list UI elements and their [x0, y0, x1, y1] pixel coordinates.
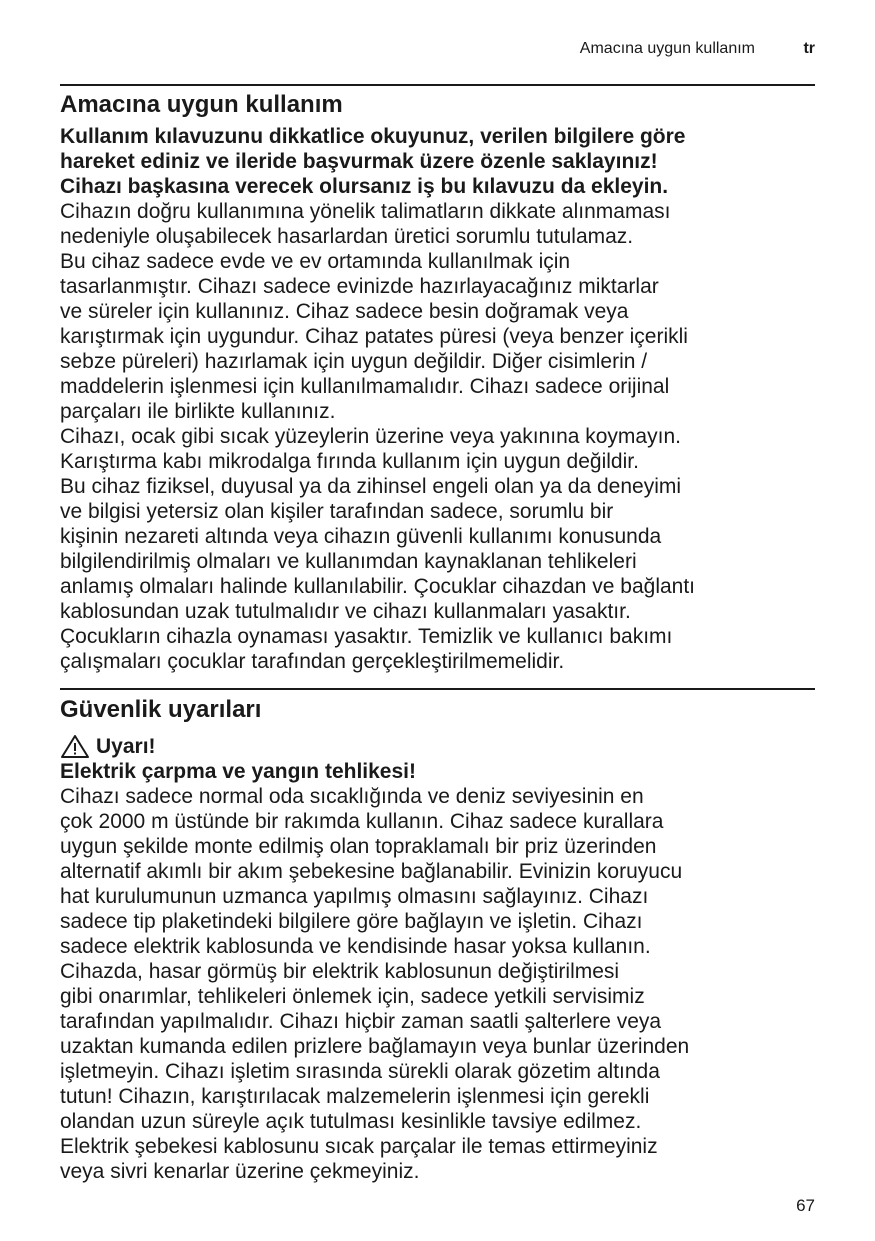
body-line: alternatif akımlı bir akım şebekesine bağlanabilir. Evinizin koruyucu — [60, 860, 683, 883]
body-line: karıştırmak için uygundur. Cihaz patates püresi (veya benzer içerikli — [60, 325, 688, 348]
body-line: tutun! Cihazın, karıştırılacak malzemelerin işlenmesi için gerekli — [60, 1085, 650, 1108]
body-line: Cihazı, ocak gibi sıcak yüzeylerin üzerine veya yakınına koymayın. — [60, 425, 681, 448]
body-line: veya sivri kenarlar üzerine çekmeyiniz. — [60, 1160, 420, 1183]
body-line: çok 2000 m üstünde bir rakımda kullanın. Cihaz sadece kurallara — [60, 810, 664, 833]
running-header-title: Amacına uygun kullanım — [579, 40, 755, 57]
body-line: maddelerin işlenmesi için kullanılmamalıdır. Cihazı sadece orijinal — [60, 375, 670, 398]
body-line: Cihazın doğru kullanımına yönelik talimatların dikkate alınmaması — [60, 200, 671, 223]
body-line: kablosundan uzak tutulmalıdır ve cihazı kullanmaları yasaktır. — [60, 600, 631, 623]
body-line: Cihazda, hasar görmüş bir elektrik kablosunun değiştirilmesi — [60, 960, 620, 983]
body-line: Kullanım kılavuzunu dikkatlice okuyunuz, verilen bilgilere göre — [60, 125, 686, 148]
body-line: ve süreler için kullanınız. Cihaz sadece besin doğramak veya — [60, 300, 629, 323]
warning-label: Uyarı! — [96, 735, 156, 758]
body-line: kişinin nezareti altında veya cihazın güvenli kullanımı konusunda — [60, 525, 662, 548]
body-line: sadece elektrik kablosunda ve kendisinde hasar yoksa kullanın. — [60, 935, 651, 958]
body-line: Cihazı sadece normal oda sıcaklığında ve deniz seviyesinin en — [60, 785, 644, 808]
body-line: olandan uzun süreyle açık tutulması kesinlikle tavsiye edilmez. — [60, 1110, 642, 1133]
body-line: ve bilgisi yetersiz olan kişiler tarafından sadece, sorumlu bir — [60, 500, 614, 523]
body-line: nedeniyle oluşabilecek hasarlardan üretici sorumlu tutulamaz. — [60, 225, 634, 248]
body-line: bilgilendirilmiş olmaları ve kullanımdan kaynaklanan tehlikeleri — [60, 550, 637, 573]
intended-use-body — [60, 124, 820, 674]
section-divider — [60, 84, 815, 86]
body-line: Çocukların cihazla oynaması yasaktır. Temizlik ve kullanıcı bakımı — [60, 625, 673, 648]
body-line: sebze püreleri) hazırlamak için uygun değildir. Diğer cisimlerin / — [60, 350, 648, 373]
body-line: tasarlanmıştır. Cihazı sadece evinizde hazırlayacağınız miktarlar — [60, 275, 659, 298]
warning-heading — [60, 734, 820, 759]
safety-warnings-body — [60, 734, 820, 1184]
body-line: Bu cihaz sadece evde ve ev ortamında kullanılmak için — [60, 250, 571, 273]
body-line: uygun şekilde monte edilmiş olan topraklamalı bir priz üzerinden — [60, 835, 657, 858]
body-line: parçaları ile birlikte kullanınız. — [60, 400, 336, 423]
body-line: Bu cihaz fiziksel, duyusal ya da zihinsel engeli olan ya da deneyimi — [60, 475, 682, 498]
body-line: Cihazı başkasına verecek olursanız iş bu kılavuzu da ekleyin. — [60, 175, 669, 198]
body-line: uzaktan kumanda edilen prizlere bağlamayın veya bunlar üzerinden — [60, 1035, 690, 1058]
body-line: hat kurulumunun uzmanca yapılmış olmasını sağlayınız. Cihazı — [60, 885, 649, 908]
hazard-title: Elektrik çarpma ve yangın tehlikesi! — [60, 760, 416, 783]
body-line: hareket ediniz ve ileride başvurmak üzere özenle saklayınız! — [60, 150, 658, 173]
language-code: tr — [803, 40, 815, 57]
body-line: Karıştırma kabı mikrodalga fırında kullanım için uygun değildir. — [60, 450, 639, 473]
section-title-intended-use: Amacına uygun kullanım — [60, 91, 343, 118]
running-header — [60, 40, 815, 60]
warning-triangle-icon — [60, 734, 90, 759]
body-line: gibi onarımlar, tehlikeleri önlemek için, sadece yetkili servisimiz — [60, 985, 645, 1008]
body-line: işletmeyin. Cihazı işletim sırasında sürekli olarak gözetim altında — [60, 1060, 660, 1083]
body-line: tarafından yapılmalıdır. Cihazı hiçbir zaman saatli şalterlere veya — [60, 1010, 662, 1033]
body-line: anlamış olmaları halinde kullanılabilir. Çocuklar cihazdan ve bağlantı — [60, 575, 696, 598]
body-line: Elektrik şebekesi kablosunu sıcak parçalar ile temas ettirmeyiniz — [60, 1135, 658, 1158]
page-number: 67 — [796, 1196, 815, 1215]
section-title-safety-warnings: Güvenlik uyarıları — [60, 696, 262, 723]
body-line: çalışmaları çocuklar tarafından gerçekleştirilmemelidir. — [60, 650, 565, 673]
section-divider — [60, 688, 815, 690]
body-line: sadece tip plaketindeki bilgilere göre bağlayın ve işletin. Cihazı — [60, 910, 643, 933]
